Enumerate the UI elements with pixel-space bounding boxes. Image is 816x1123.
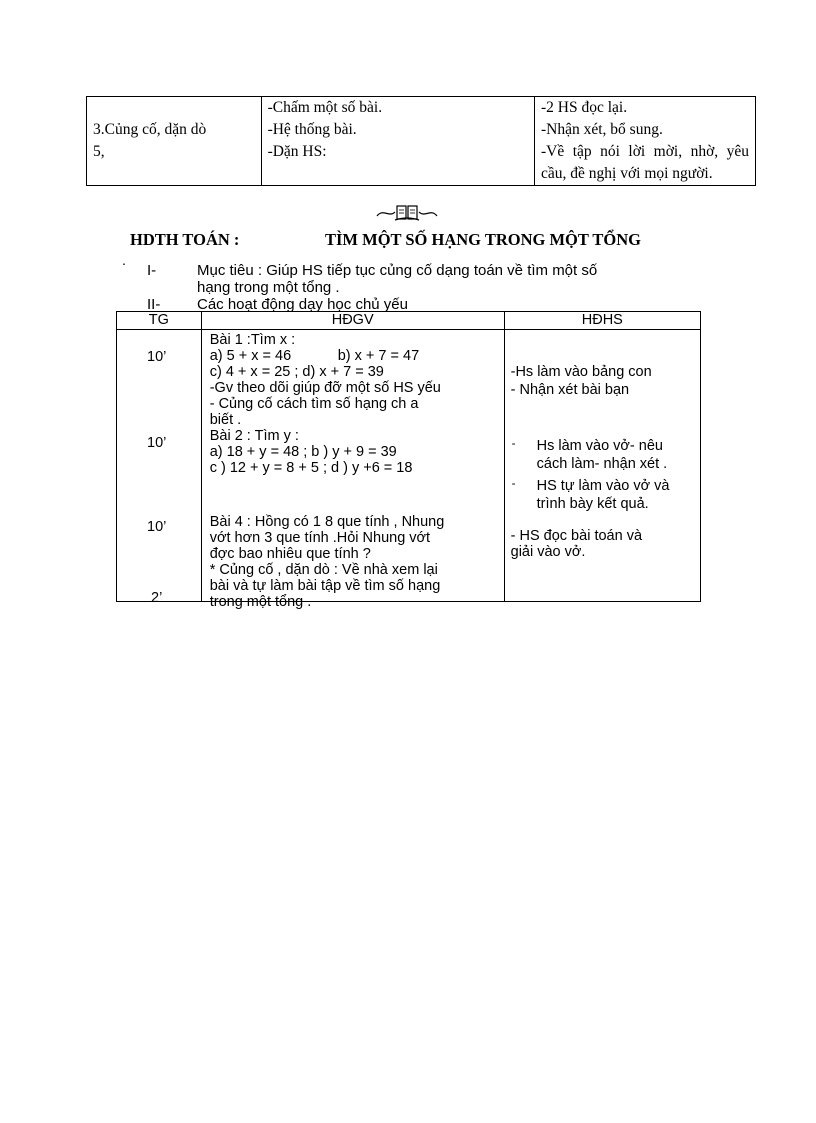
exercise-item: a) 5 + x = 46 — [209, 348, 292, 364]
bullet-icon: . — [122, 252, 126, 268]
table-row — [87, 97, 756, 186]
student-activity: Hs làm vào vở- nêu — [536, 438, 663, 454]
student-activity: giải vào vở. — [510, 544, 586, 560]
lesson-activity-table — [116, 311, 701, 610]
time-cell — [117, 330, 202, 606]
book-ornament-icon — [375, 204, 439, 222]
column-header-time: TG — [117, 312, 202, 330]
instruction-text: - Củng cố cách tìm số hạng ch a — [209, 396, 419, 412]
dash-bullet-icon: - — [511, 436, 516, 450]
activity-table-top — [86, 96, 756, 186]
instruction-text: trong một tổng . — [209, 594, 312, 610]
exercise-item: c) 4 + x = 25 ; d) x + 7 = 39 — [209, 364, 384, 380]
table-header-row — [117, 312, 701, 330]
section-number: I- — [147, 262, 157, 279]
table-row — [117, 330, 701, 602]
objective-text: Mục tiêu : Giúp HS tiếp tục củng cố dạng toán về tìm một số — [197, 262, 598, 279]
lesson-title: TÌM MỘT SỐ HẠNG TRONG MỘT TỔNG — [325, 230, 641, 249]
exercise-item: c ) 12 + y = 8 + 5 ; d ) y +6 = 18 — [209, 460, 413, 476]
list-item: -Về tập nói lời mời, nhờ, yêu cầu, đề nghị với mọi người. — [541, 143, 749, 182]
teacher-activity-cell — [201, 330, 504, 610]
stage-label: 3.Củng cố, dặn dò — [93, 121, 207, 138]
exercise-item: đợc bao nhiêu que tính ? — [209, 546, 371, 562]
student-activity: cách làm- nhận xét . — [536, 456, 668, 472]
student-activity: trình bày kết quả. — [536, 496, 649, 512]
time-value: 10’ — [147, 519, 167, 535]
time-value: 10’ — [147, 349, 167, 365]
time-value: 10’ — [147, 435, 167, 451]
column-header-teacher: HĐGV — [201, 312, 504, 330]
exercise-item: vớt hơn 3 que tính .Hỏi Nhung vớt — [209, 530, 431, 546]
instruction-text: * Củng cố , dặn dò : Về nhà xem lại — [209, 562, 438, 578]
section-number: II- — [147, 296, 161, 313]
section-heading: Các hoạt động dạy học chủ yếu — [197, 296, 408, 313]
list-item: -Nhận xét, bổ sung. — [541, 121, 663, 138]
exercise-item: a) 18 + y = 48 ; b ) y + 9 = 39 — [209, 444, 397, 460]
objective-text: hạng trong một tổng . — [197, 279, 340, 296]
exercise-title: Bài 1 :Tìm x : — [209, 332, 296, 348]
list-item: -Dặn HS: — [267, 143, 327, 160]
dash-bullet-icon: - — [511, 476, 516, 490]
student-activity: -Hs làm vào bảng con — [510, 364, 652, 380]
exercise-title: Bài 2 : Tìm y : — [209, 428, 299, 444]
student-activity: HS tự làm vào vở và — [536, 478, 670, 494]
student-activity: - Nhận xét bài bạn — [510, 382, 630, 398]
list-item: -Chấm một số bài. — [267, 99, 383, 116]
time-value: 2’ — [151, 590, 163, 606]
exercise-title: Bài 4 : Hồng có 1 8 que tính , Nhung — [209, 514, 445, 530]
stage-time: 5, — [93, 143, 105, 160]
stage-cell — [87, 97, 262, 186]
teacher-activity-cell — [261, 97, 534, 186]
instruction-text: -Gv theo dõi giúp đỡ một số HS yếu — [209, 380, 441, 396]
instruction-text: biết . — [209, 412, 242, 428]
instruction-text: bài và tự làm bài tập về tìm số hạng — [209, 578, 441, 594]
exercise-item: b) x + 7 = 47 — [337, 348, 420, 364]
student-activity: - HS đọc bài toán và — [510, 528, 643, 544]
list-item: -2 HS đọc lại. — [541, 99, 628, 116]
student-activity-cell — [504, 330, 700, 602]
subject-title: HDTH TOÁN : — [130, 230, 240, 249]
column-header-student: HĐHS — [504, 312, 700, 330]
student-activity-cell — [535, 97, 756, 186]
list-item: -Hệ thống bài. — [267, 121, 357, 138]
